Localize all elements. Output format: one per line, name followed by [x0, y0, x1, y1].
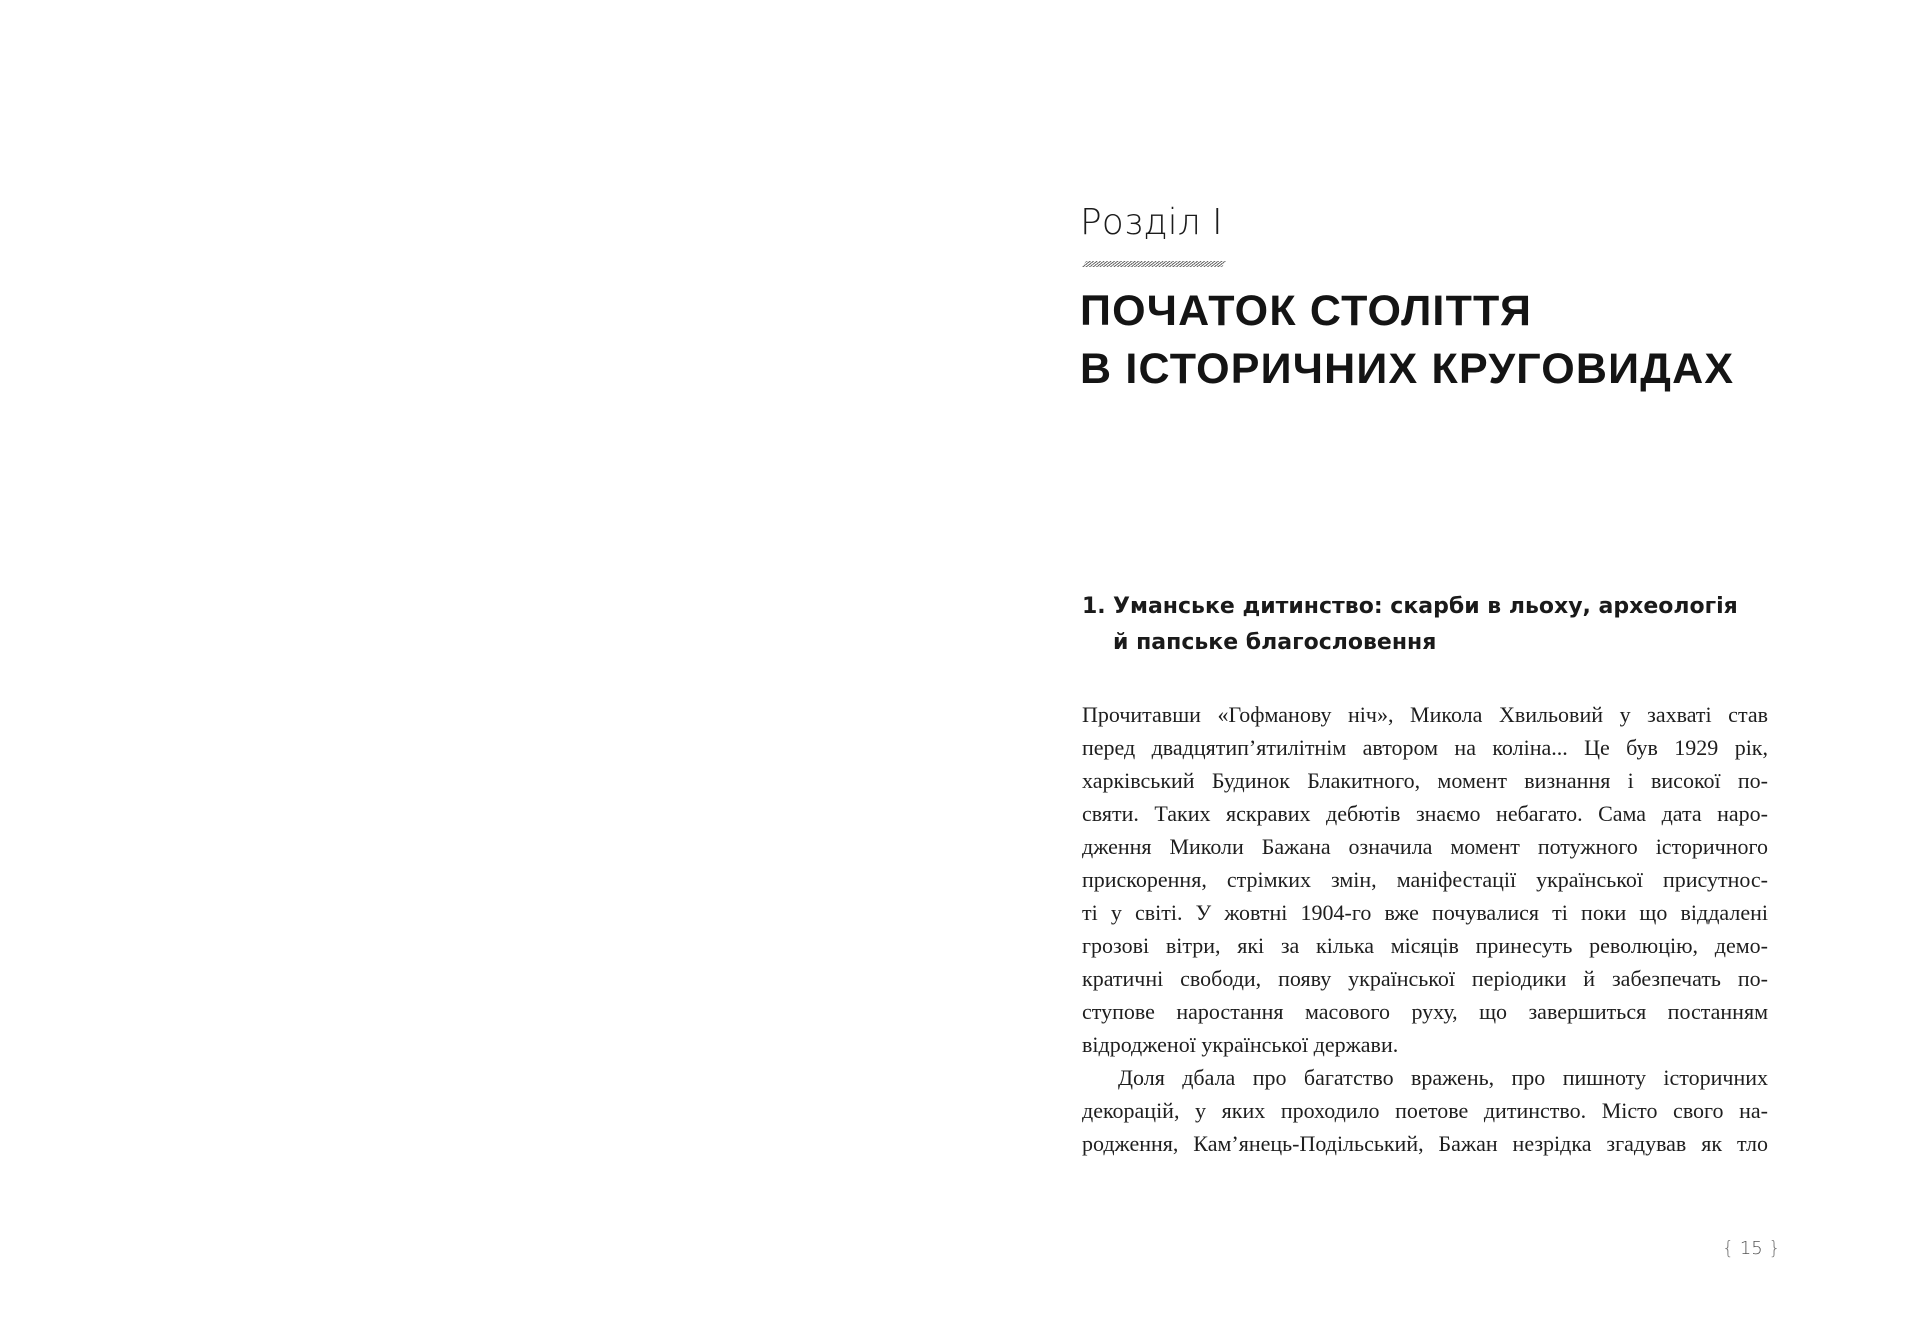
chapter-label: Розділ I — [1080, 202, 1223, 243]
text-line: кратичні свободи, появу української періодики й забезпечать по- — [1082, 966, 1768, 991]
close-brace: } — [1768, 1237, 1781, 1259]
text-line: святи. Таких яскравих дебютів знаємо небагато. Сама дата наро- — [1082, 801, 1768, 826]
hatched-divider-rule — [1082, 261, 1226, 267]
text-line: Доля дбала про багатство вражень, про пишноту історичних — [1118, 1065, 1768, 1090]
text-line: грозові вітри, які за кілька місяців принесуть революцію, демо- — [1082, 933, 1768, 958]
paragraph-2 — [1082, 1061, 1768, 1160]
section-number: 1. — [1082, 594, 1106, 619]
text-line: родження, Кам’янець-Подільський, Бажан незрідка згадував як тло — [1082, 1131, 1768, 1156]
text-line: ступове наростання масового руху, що завершиться постанням — [1082, 999, 1768, 1024]
text-line: дження Миколи Бажана означила момент потужного історичного — [1082, 834, 1768, 859]
open-brace: { — [1722, 1237, 1735, 1259]
chapter-title — [1080, 282, 1734, 398]
text-line: декорацій, у яких проходило поетове дитинство. Місто свого на- — [1082, 1098, 1768, 1123]
text-line: відродженої української держави. — [1082, 1032, 1399, 1057]
section-heading — [1082, 589, 1782, 661]
text-line: прискорення, стрімких змін, маніфестації української присутнос- — [1082, 867, 1768, 892]
page-number — [1722, 1234, 1781, 1263]
text-line: харківський Будинок Блакитного, момент визнання і високої по- — [1082, 768, 1768, 793]
body-text — [1082, 698, 1768, 1160]
paragraph-1 — [1082, 698, 1768, 1061]
text-line: ті у світі. У жовтні 1904-го вже почувалися ті поки що віддалені — [1082, 900, 1768, 925]
section-heading-line-2 — [1082, 625, 1782, 661]
section-heading-text-1: Уманське дитинство: скарби в льоху, археологія — [1113, 594, 1738, 619]
section-heading-text-2: й папське благословення — [1113, 630, 1437, 655]
page-number-value: 15 — [1739, 1238, 1763, 1259]
text-line: Прочитавши «Гофманову ніч», Микола Хвильовий у захваті став — [1082, 702, 1768, 727]
chapter-title-line-1: ПОЧАТОК СТОЛІТТЯ — [1080, 287, 1533, 335]
text-line: перед двадцятип’ятилітнім автором на коліна... Це був 1929 рік, — [1082, 735, 1768, 760]
section-heading-line-1 — [1082, 589, 1782, 625]
chapter-title-line-2: В ІСТОРИЧНИХ КРУГОВИДАХ — [1080, 345, 1735, 393]
